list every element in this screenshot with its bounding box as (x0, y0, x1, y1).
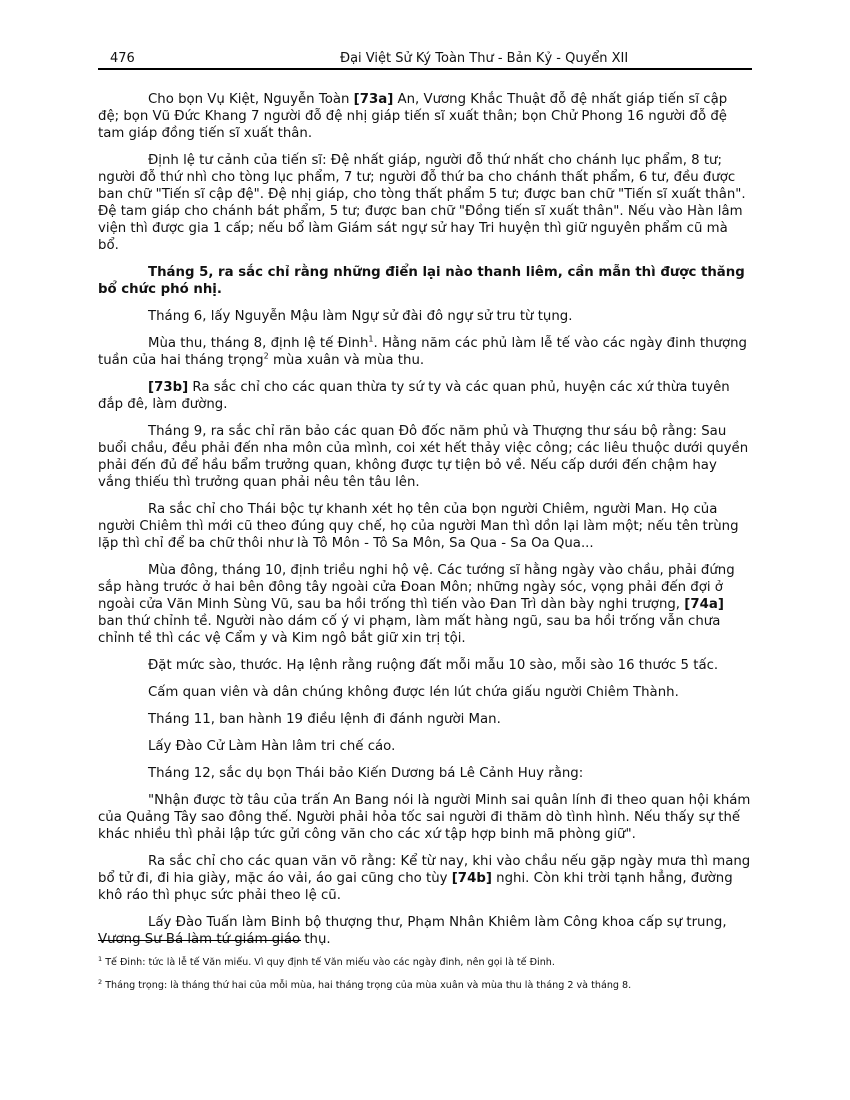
paragraph-9: Mùa đông, tháng 10, định triều nghi hộ vệ. Các tướng sĩ hằng ngày vào chầu, phải đứng sắp hàng trước ở hai bên đông tây ngoài cửa Đoan Môn; những ngày sóc, vọng phải đến đợi ở ngoài cửa Văn Minh Sùng Vũ, sau ba hồi trống thì tiến vào Đan Trì dàn bày nghi trượng, [74a] ban thứ chỉnh tề. Người nào dám cố ý vi phạm, làm mất hàng ngũ, sau ba hồi trống vẫn chưa chỉnh tề thì các vệ Cẩm y và Kim ngô bắt giữ xin trị tội. (98, 563, 735, 646)
paragraph-14: Tháng 12, sắc dụ bọn Thái bảo Kiến Dương bá Lê Cảnh Huy rằng: (148, 766, 584, 781)
paragraph-12: Tháng 11, ban hành 19 điều lệnh đi đánh người Man. (148, 712, 501, 727)
paragraph-5: Mùa thu, tháng 8, định lệ tế Đinh$^1$. Hằng năm các phủ làm lễ tế vào các ngày đinh thượng tuần của hai tháng trọng$^2$ mùa xuân và mùa thu. (98, 334, 747, 368)
page-ref-73a: [73a] (353, 92, 394, 107)
paragraph-4: Tháng 6, lấy Nguyễn Mậu làm Ngự sử đài đô ngự sử tru từ tụng. (148, 309, 573, 324)
footnote-ref-2: 2 (263, 351, 269, 361)
paragraph-16: Ra sắc chỉ cho các quan văn võ rằng: Kể từ nay, khi vào chầu nếu gặp ngày mưa thì mang bổ tử đi, đi hia giày, mặc áo vải, áo gai cũng cho tùy [74b] nghi. Còn khi trời tạnh hẳng, đường khô ráo thì phục sức phải theo lệ cũ. (98, 854, 751, 903)
paragraph-2: Định lệ tư cảnh của tiến sĩ: Đệ nhất giáp, người đỗ thứ nhất cho chánh lục phẩm, 8 tư; người đỗ thứ nhì cho tòng lục phẩm, 7 tư; người đỗ thứ ba cho chánh thất phẩm, 6 tư, đều được ban chữ "Tiến sĩ cập đệ". Đệ nhị giáp, cho tòng thất phẩm 5 tư; được ban chữ "Tiến sĩ xuất thân". Đệ tam giáp cho chánh bát phẩm, 5 tư; được ban chữ "Đồng tiến sĩ xuất thân". Nếu vào Hàn lâm viện thì được gia 1 cấp; nếu bổ làm Giám sát ngự sử hay Tri huyện thì giữ nguyên phẩm cũ mà bổ. (98, 153, 746, 253)
paragraph-11: Cấm quan viên và dân chúng không được lén lút chứa giấu người Chiêm Thành. (148, 685, 679, 700)
paragraph-13: Lấy Đào Cử Làm Hàn lâm tri chế cáo. (148, 739, 396, 754)
page-ref-74a: [74a] (684, 597, 724, 612)
footnote-number: 2 (98, 977, 103, 986)
footnote-2: $^2$ Tháng trọng: là tháng thứ hai của mỗi mùa, hai tháng trọng của mùa xuân và mùa thu là tháng 2 và tháng 8. (98, 977, 632, 991)
paragraph-15: "Nhận được tờ tâu của trấn An Bang nói là người Minh sai quân lính đi theo quan hội khám của Quảng Tây sao đông thế. Người phải hỏa tốc sai người đi thăm dò tình hình. Nếu thấy sự thế khác nhiều thì phải lập tức gửi công văn cho các xứ tập hợp binh mã phòng giữ". (98, 793, 751, 842)
page-ref-74b: [74b] (451, 871, 492, 886)
footnote-number: 1 (98, 954, 103, 963)
footnote-ref-1: 1 (368, 334, 374, 344)
footnote-rule (98, 940, 301, 941)
footnote-1: $^1$ Tế Đinh: tức là lễ tế Văn miếu. Vì quy định tế Văn miếu vào các ngày đinh, nên gọi là tế Đinh. (98, 954, 555, 968)
page-ref-73b: [73b] (148, 380, 189, 395)
paragraph-6: [73b] Ra sắc chỉ cho các quan thừa ty sứ ty và các quan phủ, huyện các xứ thừa tuyên đắp đê, làm đường. (98, 380, 730, 412)
paragraph-3: Tháng 5, ra sắc chỉ rằng những điển lại nào thanh liêm, cần mẫn thì được thăng bổ chức phó nhị. (98, 265, 745, 297)
paragraph-1: Cho bọn Vụ Kiệt, Nguyễn Toàn [73a] An, Vương Khắc Thuật đỗ đệ nhất giáp tiến sĩ cập đệ; bọn Vũ Đức Khang 7 người đỗ đệ nhị giáp tiến sĩ xuất thân; bọn Chử Phong 16 người đỗ đệ tam giáp đồng tiến sĩ xuất thân. (98, 92, 728, 141)
page-header (98, 48, 752, 70)
paragraph-8: Ra sắc chỉ cho Thái bộc tự khanh xét họ tên của bọn người Chiêm, người Man. Họ của người Chiêm thì mới cũ theo đúng quy chế, họ của người Man thì dồn lại làm một; nếu tên trùng lặp thì chỉ để ba chữ thôi như là Tô Môn - Tô Sa Môn, Sa Qua - Sa Oa Qua... (98, 502, 739, 551)
body-text (98, 91, 752, 958)
footnotes (98, 954, 752, 1003)
page-number: 476 (110, 51, 135, 66)
running-title: Đại Việt Sử Ký Toàn Thư - Bản Kỷ - Quyển XII (340, 51, 629, 66)
paragraph-7: Tháng 9, ra sắc chỉ răn bảo các quan Đô đốc năm phủ và Thượng thư sáu bộ rằng: Sau buổi chầu, đều phải đến nha môn của mình, coi xét hết thảy việc công; các liêu thuộc dưới quyền phải đến đủ để hầu bẩm trưởng quan, không được tự tiện bỏ về. Nếu cấp dưới đến chậm hay vắng thiếu thì trưởng quan phải nêu tên tâu lên. (98, 424, 749, 490)
paragraph-10: Đặt mức sào, thước. Hạ lệnh rằng ruộng đất mỗi mẫu 10 sào, mỗi sào 16 thước 5 tấc. (148, 658, 719, 673)
header-rule (98, 68, 752, 70)
paragraph-17: Lấy Đào Tuấn làm Binh bộ thượng thư, Phạm Nhân Khiêm làm Công khoa cấp sự trung, Vương Sư Bá làm tứ giám giáo thụ. (98, 915, 727, 947)
